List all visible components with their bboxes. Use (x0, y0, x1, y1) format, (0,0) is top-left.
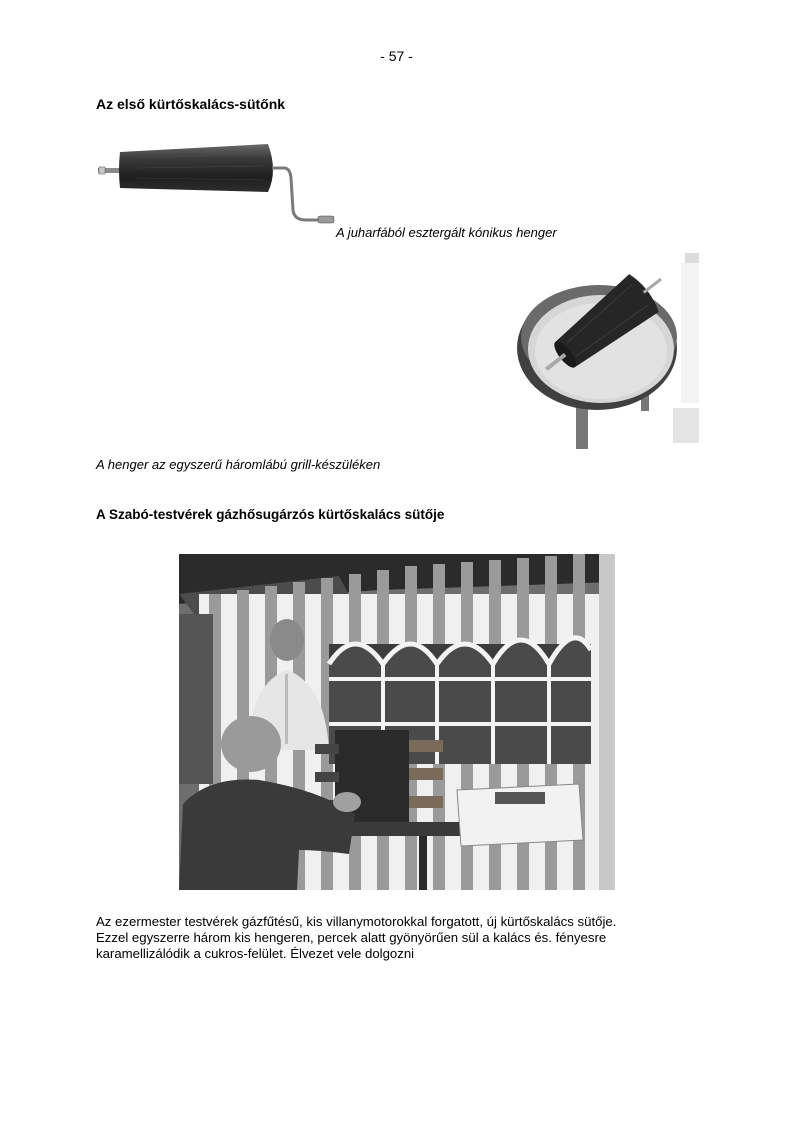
oven-description (96, 914, 716, 962)
description-line-1: Az ezermester testvérek gázfűtésű, kis villanymotorokkal forgatott, új kürtőskalács sütője. (96, 914, 617, 929)
cylinder-photo (96, 138, 346, 230)
page-number: - 57 - (380, 48, 413, 64)
section-heading-first-oven: Az első kürtőskalács-sütőnk (96, 96, 286, 112)
tent-oven-photo (179, 554, 615, 890)
cylinder-caption: A juharfából esztergált kónikus henger (336, 225, 557, 240)
description-line-3: karamellizálódik a cukros-felület. Élvezet vele dolgozni (96, 946, 415, 961)
grill-caption: A henger az egyszerű háromlábú grill-készüléken (96, 457, 381, 472)
description-line-2: Ezzel egyszerre három kis hengeren, percek alatt gyönyörűen sül a kalács és. fényesre (96, 930, 607, 945)
section-heading-szabo-oven: A Szabó-testvérek gázhősugárzós kürtőskalács sütője (96, 507, 445, 522)
grill-photo (505, 253, 701, 449)
